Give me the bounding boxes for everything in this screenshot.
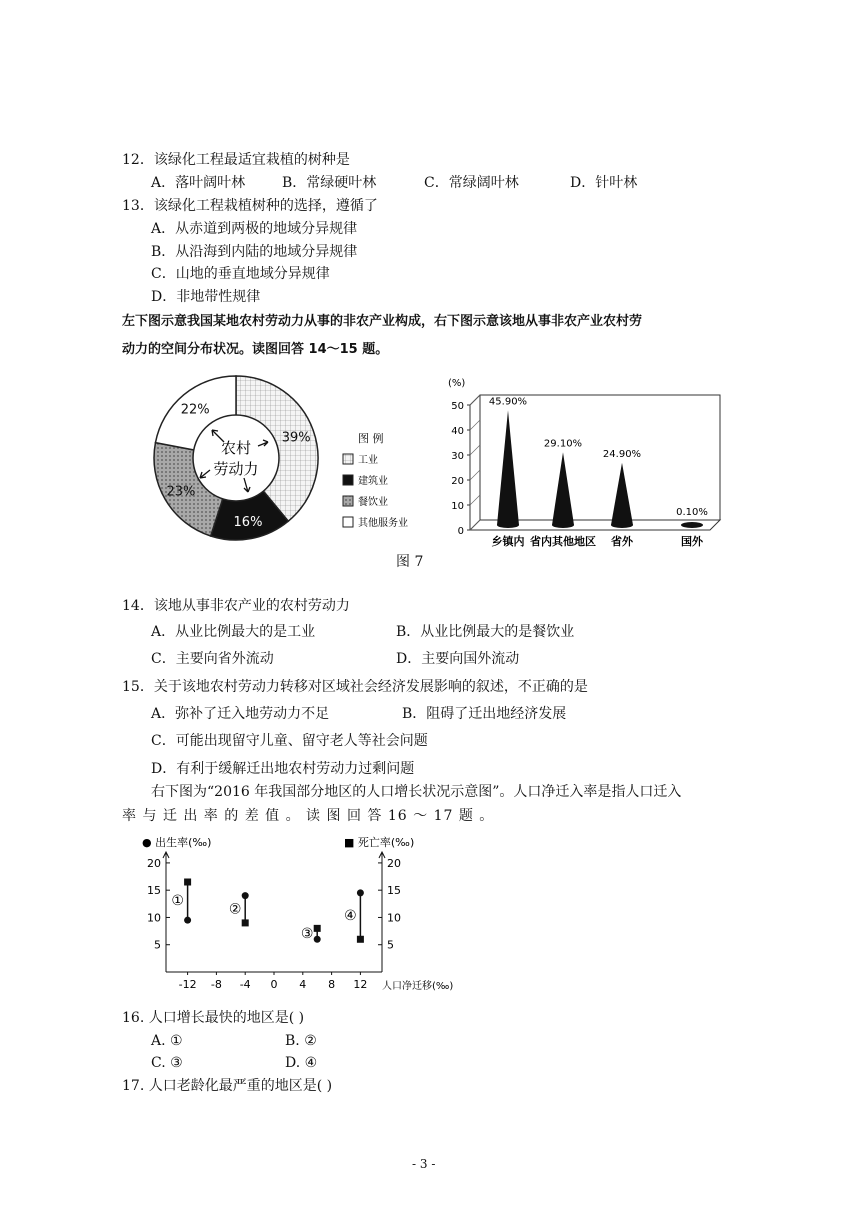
legend-item-3: 其他服务业 — [358, 518, 408, 529]
pie-center-label-1: 农村 — [220, 439, 252, 457]
bar-y-grid-1 — [470, 495, 480, 505]
pop-left-tick-label-1: 10 — [147, 911, 161, 925]
pop-birth-point-3 — [357, 889, 364, 896]
q12-option-a: A．落叶阔叶林 — [151, 175, 246, 191]
bar-category-2: 省外 — [611, 535, 633, 548]
intro16-line2: 率 与 迁 出 率 的 差 值 。 读 图 回 答 16 ～ 17 题 。 — [122, 808, 495, 824]
q15-stem: 15．关于该地农村劳动力转移对区域社会经济发展影响的叙述，不正确的是 — [122, 679, 588, 695]
bar-y-tick-label-0: 0 — [457, 526, 464, 537]
pop-x-tick-label-5: 8 — [328, 978, 336, 991]
q13-option-b: B．从沿海到内陆的地域分异规律 — [151, 244, 358, 260]
pop-death-point-2 — [314, 925, 321, 932]
bar-value-label-2: 24.90% — [602, 448, 642, 460]
bar-cone-3 — [681, 522, 703, 528]
pie-label-2: 23% — [166, 484, 196, 500]
population-chart — [138, 830, 478, 1000]
pop-x-tick-label-4: 4 — [299, 978, 307, 991]
q16-option-a: A. ① — [151, 1033, 183, 1049]
pie-chart — [140, 370, 440, 550]
q14-stem: 14．该地从事非农产业的农村劳动力 — [122, 598, 350, 614]
bar-y-unit: (%) — [448, 378, 466, 389]
bar-y-tick-label-4: 40 — [451, 426, 464, 437]
pop-region-label-1: ② — [228, 901, 242, 918]
q16-option-d: D. ④ — [285, 1055, 318, 1071]
q12-option-b: B．常绿硬叶林 — [282, 175, 377, 191]
bar-y-grid-2 — [470, 470, 480, 480]
q14-option-c: C．主要向省外流动 — [151, 651, 274, 667]
q13-option-c: C．山地的垂直地域分异规律 — [151, 266, 330, 282]
bar-y-grid-4 — [470, 420, 480, 430]
bar-y-tick-label-3: 30 — [451, 451, 464, 462]
pop-left-label: ● 出生率(‰) — [142, 836, 212, 849]
legend-swatch-3 — [343, 517, 353, 527]
pop-x-tick-label-1: -8 — [210, 978, 222, 991]
legend-swatch-1 — [343, 475, 353, 485]
legend-item-2: 餐饮业 — [358, 497, 388, 508]
q15-option-c: C．可能出现留守儿童、留守老人等社会问题 — [151, 733, 428, 749]
pop-death-point-3 — [357, 936, 364, 943]
bar-cone-base-2 — [611, 522, 633, 528]
pop-birth-point-0 — [184, 917, 191, 924]
pop-region-label-2: ③ — [300, 925, 314, 942]
pop-right-label: ■ 死亡率(‰) — [344, 836, 415, 849]
bar-value-label-0: 45.90% — [488, 396, 528, 408]
bar-category-1: 省内其他地区 — [530, 535, 596, 548]
legend-swatch-2 — [343, 496, 353, 506]
bar-cone-base-1 — [552, 522, 574, 528]
q16-option-c: C. ③ — [151, 1055, 183, 1071]
pop-right-tick-label-3: 20 — [387, 856, 401, 870]
legend-title: 图 例 — [358, 432, 384, 445]
bar-value-label-1: 29.10% — [543, 438, 583, 450]
page-number: - 3 - — [412, 1157, 436, 1171]
q14-option-b: B．从业比例最大的是餐饮业 — [396, 624, 575, 640]
intro16-line1: 右下图为“2016 年我国部分地区的人口增长状况示意图”。人口净迁入率是指人口迁入 — [151, 784, 682, 800]
pop-birth-point-2 — [314, 936, 321, 943]
intro14-line1: 左下图示意我国某地农村劳动力从事的非农产业构成，右下图示意该地从事非农产业农村劳 — [122, 314, 643, 329]
bar-category-0: 乡镇内 — [491, 535, 525, 548]
pop-death-point-1 — [242, 919, 249, 926]
bar-cone-1 — [552, 452, 574, 525]
q14-option-d: D．主要向国外流动 — [396, 651, 520, 667]
pop-death-point-0 — [184, 879, 191, 886]
bar-y-tick-label-2: 20 — [451, 476, 464, 487]
pie-label-1: 16% — [233, 514, 263, 530]
q12-option-d: D．针叶林 — [570, 175, 638, 191]
pop-left-tick-label-3: 20 — [147, 856, 161, 870]
q13-option-d: D．非地带性规律 — [151, 289, 261, 305]
pop-x-tick-label-2: -4 — [239, 978, 251, 991]
bar-y-tick-label-5: 50 — [451, 401, 464, 412]
bar-category-3: 国外 — [681, 535, 703, 548]
bar-cone-2 — [611, 463, 633, 525]
cone-bar-chart — [440, 372, 730, 552]
pop-right-tick-label-0: 5 — [387, 938, 394, 952]
pop-region-label-0: ① — [171, 893, 184, 910]
pop-right-tick-label-1: 10 — [387, 911, 401, 925]
q16-stem: 16. 人口增长最快的地区是( ) — [122, 1010, 305, 1026]
intro14-line2: 动力的空间分布状况。读图回答 14～15 题。 — [122, 342, 389, 357]
legend-swatch-0 — [343, 454, 353, 464]
legend-item-0: 工业 — [358, 455, 378, 466]
pop-birth-point-1 — [242, 892, 249, 899]
q15-option-b: B．阻碍了迁出地经济发展 — [402, 706, 567, 722]
pop-right-tick-label-2: 15 — [387, 884, 401, 898]
bar-value-label-3: 0.10% — [676, 507, 708, 518]
q15-option-a: A．弥补了迁入地劳动力不足 — [151, 706, 330, 722]
bar-cone-0 — [497, 410, 519, 525]
pop-region-label-3: ④ — [344, 908, 357, 925]
q14-option-a: A．从业比例最大的是工业 — [151, 624, 316, 640]
q15-option-d: D．有利于缓解迁出地农村劳动力过剩问题 — [151, 761, 415, 777]
bar-y-tick-label-1: 10 — [451, 501, 464, 512]
pie-label-3: 22% — [180, 402, 210, 418]
pie-center-label-2: 劳动力 — [213, 460, 259, 478]
q16-option-b: B. ② — [285, 1033, 317, 1049]
bar-y-grid-3 — [470, 445, 480, 455]
pie-label-0: 39% — [281, 430, 311, 446]
figure7-caption: 图 7 — [396, 554, 424, 570]
pop-x-tick-label-3: 0 — [270, 978, 278, 991]
bar-y-grid-5 — [470, 395, 480, 405]
pop-x-tick-label-0: -12 — [178, 978, 197, 991]
legend-item-1: 建筑业 — [358, 476, 388, 487]
pop-left-tick-label-2: 15 — [147, 884, 161, 898]
pop-x-tick-label-6: 12 — [353, 978, 368, 991]
q13-option-a: A．从赤道到两极的地域分异规律 — [151, 221, 358, 237]
pop-x-label: 人口净迁移(‰) — [382, 981, 454, 992]
q17-stem: 17. 人口老龄化最严重的地区是( ) — [122, 1078, 333, 1094]
q13-stem: 13．该绿化工程栽植树种的选择，遵循了 — [122, 198, 378, 214]
pop-left-tick-label-0: 5 — [154, 938, 161, 952]
q12-option-c: C．常绿阔叶林 — [424, 175, 519, 191]
bar-cone-base-0 — [497, 522, 519, 528]
pie-center-hole — [193, 415, 279, 501]
q12-stem: 12．该绿化工程最适宜栽植的树种是 — [122, 152, 350, 168]
